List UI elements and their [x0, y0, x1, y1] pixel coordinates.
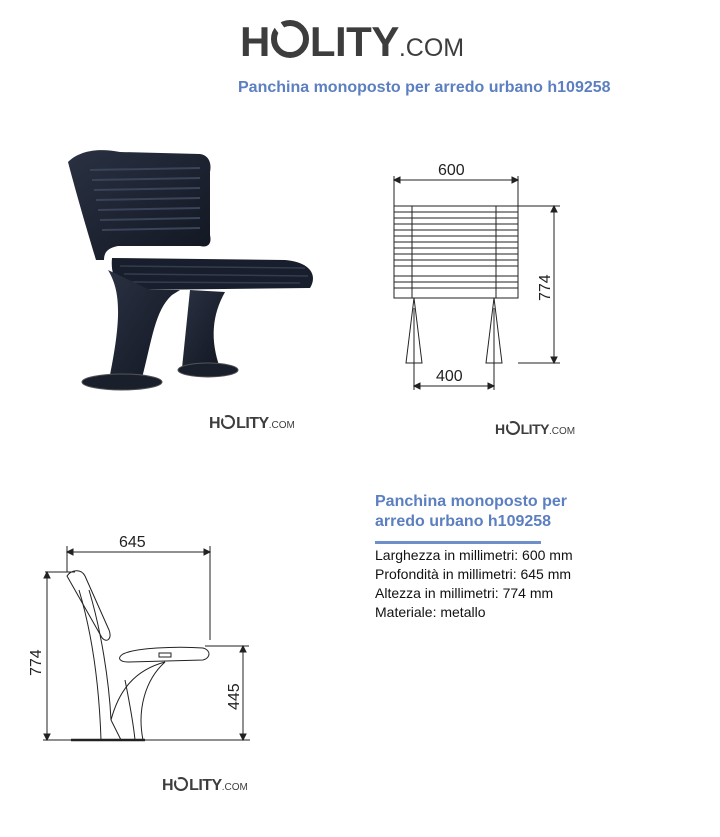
logo-letter-h: H — [495, 421, 505, 437]
logo-letters: LITY — [236, 415, 269, 432]
logo-letters: LITY — [309, 18, 399, 65]
logo-suffix: .COM — [548, 426, 576, 437]
side-height-label: 774 — [28, 649, 45, 676]
spec-height: Altezza in millimetri: 774 mm — [375, 585, 554, 601]
logo-letter-h: H — [162, 777, 174, 794]
spec-depth: Profondità in millimetri: 645 mm — [375, 566, 572, 582]
bench-photo — [60, 140, 340, 400]
logo-ring-icon — [174, 777, 188, 791]
logo-suffix: .COM — [268, 420, 295, 431]
logo-letter-h: H — [240, 18, 270, 65]
info-title: Panchina monoposto per arredo urbano h109258 — [375, 493, 568, 530]
side-drawing — [25, 530, 255, 750]
side-depth-label: 645 — [119, 534, 146, 551]
holity-logo-small — [162, 776, 248, 797]
logo-letter-h: H — [209, 415, 221, 432]
side-seat-height-label: 445 — [226, 683, 243, 710]
logo-letters: LITY — [520, 421, 549, 437]
front-width-bottom-label: 400 — [436, 368, 463, 385]
logo-ring-icon — [221, 415, 235, 429]
logo-ring-icon — [506, 421, 520, 435]
front-drawing — [380, 158, 560, 388]
spec-list — [375, 546, 573, 622]
holity-logo-small — [495, 420, 575, 441]
logo-suffix: .COM — [221, 782, 248, 793]
spec-material: Materiale: metallo — [375, 604, 486, 620]
logo-letters: LITY — [189, 777, 222, 794]
holity-logo[interactable] — [240, 18, 464, 71]
logo-suffix: .COM — [398, 34, 465, 62]
logo-ring-icon — [271, 20, 309, 58]
front-height-label: 774 — [537, 274, 554, 301]
spec-width: Larghezza in millimetri: 600 mm — [375, 547, 573, 563]
page-title: Panchina monoposto per arredo urbano h109258 — [238, 79, 611, 96]
holity-logo-small — [209, 414, 295, 435]
info-divider — [375, 541, 541, 544]
front-width-top-label: 600 — [438, 162, 465, 179]
